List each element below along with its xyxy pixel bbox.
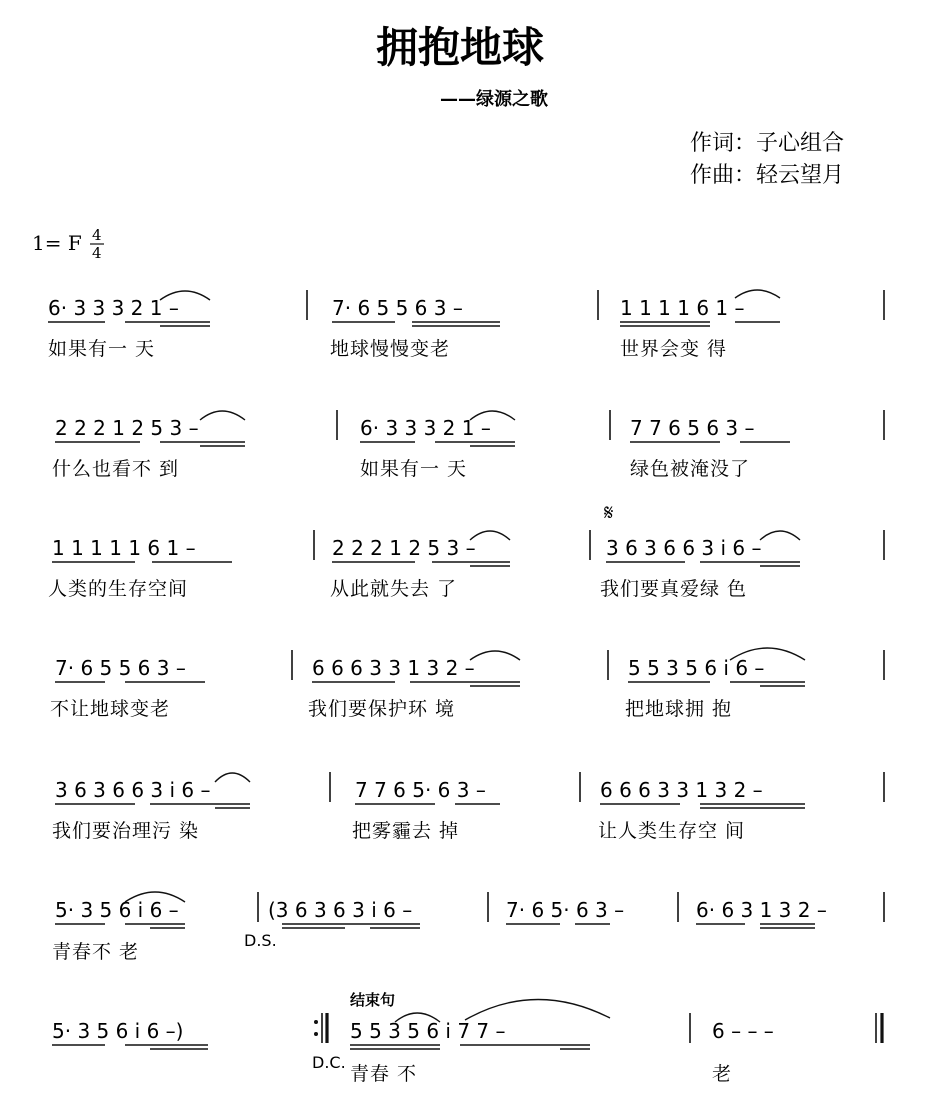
lyric-line: 从此就失去 了 (330, 578, 458, 600)
measure: 6 – – – (712, 1019, 774, 1043)
da-capo-mark: D.C. (312, 1053, 346, 1072)
measure: 5 5 3 5 6 i 6 – (628, 656, 765, 680)
ending-label: 结束句 (350, 991, 396, 1009)
time-signature-top: 4 (92, 226, 102, 244)
song-title: 拥抱地球 (375, 23, 545, 72)
dal-segno-mark: D.S. (244, 931, 277, 950)
repeat-dot (314, 1032, 318, 1036)
measure: 7· 6 5 5 6 3 – (55, 656, 186, 680)
measure: 6· 6 3 1 3 2 – (696, 898, 827, 922)
lyric-line: 老 (712, 1063, 733, 1085)
beam-lines (55, 804, 805, 808)
lyric-line: 青春不 老 (52, 941, 140, 963)
beam-lines (52, 562, 800, 566)
measure: 2 2 2 1 2 5 3 – (55, 416, 199, 440)
lyric-line: 地球慢慢变老 (330, 338, 451, 360)
lyric-line: 让人类生存空 间 (598, 820, 746, 842)
lyric-line: 我们要治理污 染 (52, 820, 200, 842)
measure: 7 7 6 5 6 3 – (630, 416, 755, 440)
segno-sign: 𝄋 (604, 501, 614, 526)
measure: 2 2 2 1 2 5 3 – (332, 536, 476, 560)
score-row-7 (52, 991, 882, 1085)
score-row-1 (48, 290, 884, 360)
measure: 5 5 3 5 6 i 7 7 – (350, 1019, 506, 1043)
song-subtitle: ——绿源之歌 (440, 89, 548, 110)
measure: 3 6 3 6 6 3 i 6 – (606, 536, 762, 560)
beam-lines (55, 442, 790, 446)
score-row-6 (52, 892, 884, 963)
beam-lines (52, 1045, 590, 1049)
beam-lines (55, 682, 805, 686)
lyric-line: 世界会变 得 (620, 338, 728, 360)
lyric-line: 如果有一 天 (48, 338, 156, 360)
lyric-line: 人类的生存空间 (48, 578, 189, 600)
measure: 1 1 1 1 1 6 1 – (52, 536, 196, 560)
repeat-dot (314, 1020, 318, 1024)
score-row-5 (52, 772, 884, 842)
lyric-line: 绿色被淹没了 (630, 458, 751, 480)
measure: 5· 3 5 6 i 6 –) (52, 1019, 184, 1043)
measure: 7· 6 5· 6 3 – (506, 898, 625, 922)
lyric-line: 青春 不 (350, 1063, 418, 1085)
beam-lines (55, 924, 815, 928)
lyric-line: 如果有一 天 (360, 458, 468, 480)
lyric-line: 我们要真爱绿 色 (600, 578, 748, 600)
measure: 6· 3 3 3 2 1 – (360, 416, 491, 440)
score-row-4 (50, 648, 884, 720)
measure: 7· 6 5 5 6 3 – (332, 296, 463, 320)
time-signature-bottom: 4 (92, 244, 102, 262)
composer-credit: 作曲：轻云望月 (690, 163, 845, 188)
measure: 1 1 1 1 6 1 – (620, 296, 745, 320)
measure: (3 6 3 6 3 i 6 – (268, 898, 413, 922)
lyric-line: 把地球拥 抱 (625, 698, 733, 720)
beam-lines (48, 322, 780, 326)
measure: 6 6 6 3 3 1 3 2 – (600, 778, 763, 802)
measure: 5· 3 5 6 i 6 – (55, 898, 179, 922)
measure: 7 7 6 5· 6 3 – (355, 778, 486, 802)
measure: 6 6 6 3 3 1 3 2 – (312, 656, 475, 680)
slur (215, 773, 250, 782)
lyric-line: 把雾霾去 掉 (352, 820, 460, 842)
measure: 3 6 3 6 6 3 i 6 – (55, 778, 211, 802)
lyric-line: 什么也看不 到 (52, 458, 180, 480)
measure: 6· 3 3 3 2 1 – (48, 296, 179, 320)
score-row-2 (52, 410, 884, 480)
key-signature: 1= F (32, 231, 82, 255)
lyric-line: 不让地球变老 (50, 698, 171, 720)
score-row-3 (48, 501, 884, 600)
lyricist-credit: 作词：子心组合 (690, 131, 845, 156)
lyric-line: 我们要保护环 境 (308, 698, 456, 720)
